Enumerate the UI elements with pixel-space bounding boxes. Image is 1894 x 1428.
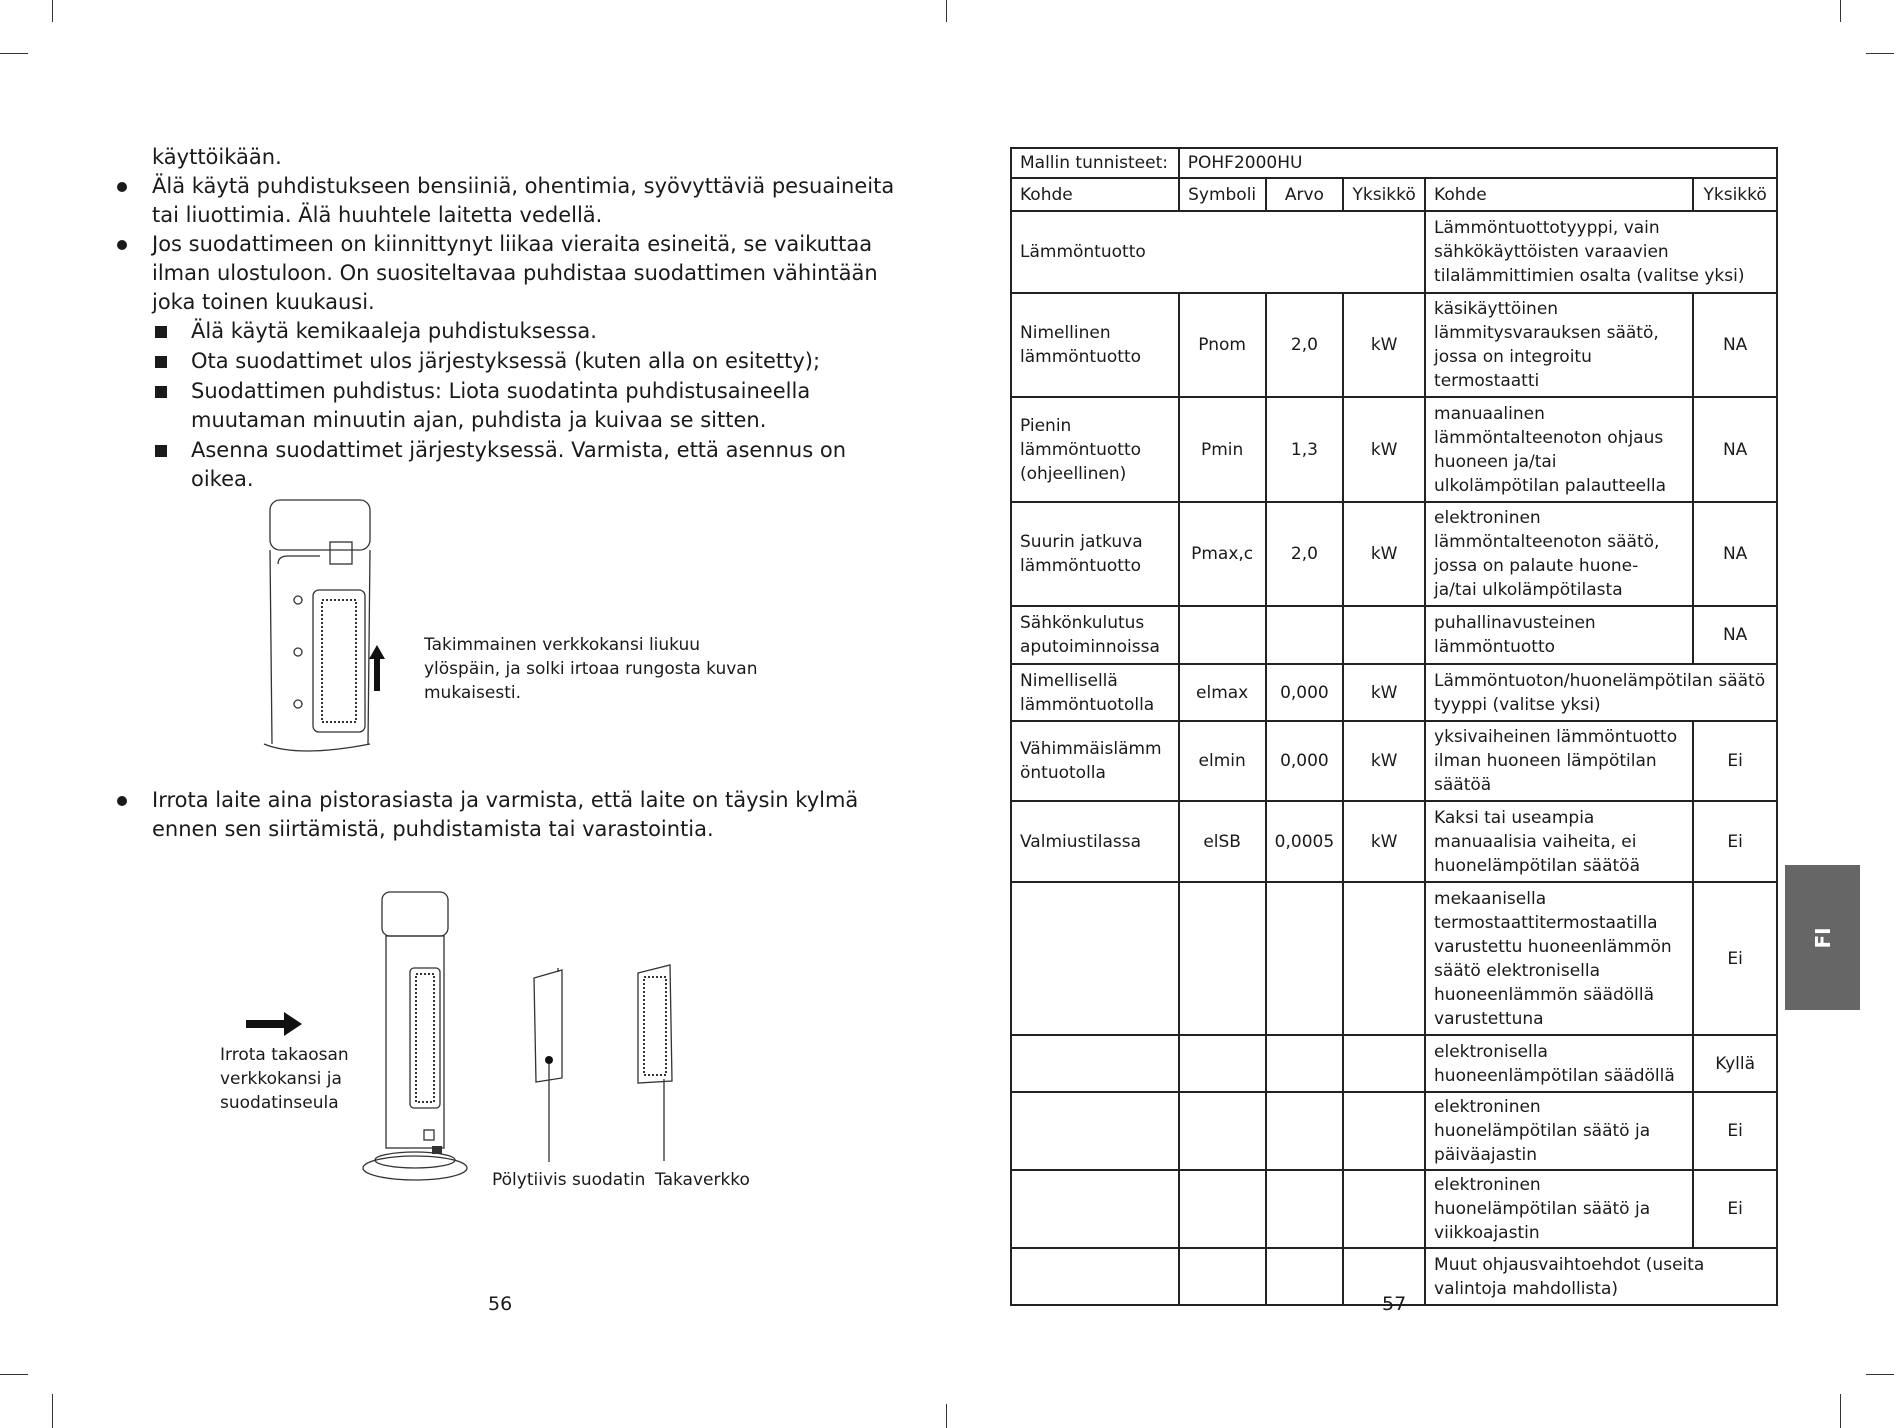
cell-value: 1,3 — [1266, 397, 1344, 502]
figure1-caption: Takimmainen verkkokansi liukuu ylöspäin, ja solki irtoaa rungosta kuvan mukaisesti. — [424, 635, 758, 703]
header-item2: Kohde — [1425, 178, 1693, 211]
cell-value — [1266, 606, 1344, 664]
cell-item — [1011, 882, 1179, 1035]
cell-unit: kW — [1343, 721, 1425, 801]
header-value: Arvo — [1266, 178, 1344, 211]
cell-item2: Muut ohjausvaihtoehdot (useita valintoja mahdollista) — [1425, 1248, 1777, 1305]
cell-unit2: NA — [1693, 397, 1777, 502]
table-row — [1011, 882, 1777, 1035]
cell-item — [1011, 1092, 1179, 1170]
heater-illustration-2 — [360, 888, 468, 1186]
cell-unit2: NA — [1693, 606, 1777, 664]
bullet-dot — [117, 796, 127, 806]
bullet-dot — [117, 182, 127, 192]
cell-item: Vähimmäislämm öntuotolla — [1011, 721, 1179, 801]
figure2-left-caption: Irrota takaosan verkkokansi ja suodatinseula — [220, 1045, 349, 1113]
square-bullet — [155, 326, 167, 338]
cell-value — [1266, 1035, 1344, 1092]
header-item: Kohde — [1011, 178, 1179, 211]
cell-item: Valmiustilassa — [1011, 801, 1179, 882]
dust-filter-illustration — [532, 968, 566, 1164]
bullet-1: Älä käytä puhdistukseen bensiiniä, ohentimia, syövyttäviä pesuaineita tai liuottimia. Älä huuhtele laitetta vedellä. — [152, 174, 895, 227]
table-row — [1011, 1170, 1777, 1248]
cell-item2: manuaalinen lämmöntalteenoton ohjaus huoneen ja/tai ulkolämpötilan palautteella — [1425, 397, 1693, 502]
cell-unit2: Kyllä — [1693, 1035, 1777, 1092]
sub-bullet-2: Ota suodattimet ulos järjestyksessä (kuten alla on esitetty); — [191, 349, 821, 373]
table-row — [1011, 397, 1777, 502]
cell-item2: elektroninen huonelämpötilan säätö ja päiväajastin — [1425, 1092, 1693, 1170]
cell-unit — [1343, 1170, 1425, 1248]
bullet-2: Jos suodattimeen on kiinnittynyt liikaa vieraita esineitä, se vaikuttaa ilman ulostuloon. On suositeltavaa puhdistaa suodattimen vähintään joka toinen kuukausi. — [152, 232, 878, 314]
cell-value — [1266, 1092, 1344, 1170]
page-number-right: 57 — [1382, 1293, 1407, 1315]
bullet-dot — [117, 240, 127, 250]
table-row — [1011, 1035, 1777, 1092]
cell-unit2: NA — [1693, 293, 1777, 397]
cell-item — [1011, 1035, 1179, 1092]
cell-symbol: Pnom — [1179, 293, 1266, 397]
cell-item2: elektroninen huonelämpötilan säätö ja viikkoajastin — [1425, 1170, 1693, 1248]
cell-unit — [1343, 1092, 1425, 1170]
square-bullet — [155, 445, 167, 457]
cell-item: Nimellisellä lämmöntuotolla — [1011, 664, 1179, 721]
cell-value: 2,0 — [1266, 293, 1344, 397]
cell-unit: kW — [1343, 801, 1425, 882]
cell-symbol — [1179, 882, 1266, 1035]
cell-unit2: Ei — [1693, 882, 1777, 1035]
cell-item2: Lämmöntuoton/huonelämpötilan säätö tyyppi (valitse yksi) — [1425, 664, 1777, 721]
cell-symbol — [1179, 1170, 1266, 1248]
header-unit: Yksikkö — [1343, 178, 1425, 211]
cell-item2: mekaanisella termostaattitermostaatilla varustettu huoneenlämmön säätö elektronisella huoneenlämmön säädöllä varustettuna — [1425, 882, 1693, 1035]
cell-unit — [1343, 882, 1425, 1035]
bullet-3: Irrota laite aina pistorasiasta ja varmista, että laite on täysin kylmä ennen sen siirtämistä, puhdistamista tai varastointia. — [152, 788, 859, 841]
model-label: Mallin tunnisteet: — [1011, 148, 1179, 178]
cell-symbol: elmax — [1179, 664, 1266, 721]
figure2-label-filter: Pölytiivis suodatin — [492, 1170, 646, 1190]
table-row — [1011, 1092, 1777, 1170]
page-number-left: 56 — [488, 1293, 513, 1315]
header-unit2: Yksikkö — [1693, 178, 1777, 211]
heater-illustration-1 — [258, 492, 398, 752]
table-row — [1011, 801, 1777, 882]
cell-symbol — [1179, 1248, 1266, 1305]
continuation-text: käyttöikään. — [152, 145, 282, 169]
spec-table — [1010, 147, 1778, 1306]
cell-symbol: elSB — [1179, 801, 1266, 882]
table-row — [1011, 606, 1777, 664]
cell-item — [1011, 1170, 1179, 1248]
sub-bullet-4: Asenna suodattimet järjestyksessä. Varmista, että asennus on oikea. — [191, 438, 847, 491]
header-symbol: Symboli — [1179, 178, 1266, 211]
cell-value: 2,0 — [1266, 502, 1344, 606]
cell-symbol: Pmax,c — [1179, 502, 1266, 606]
model-value: POHF2000HU — [1179, 148, 1777, 178]
cell-unit: kW — [1343, 664, 1425, 721]
cell-unit2: Ei — [1693, 1092, 1777, 1170]
cell-unit2: Ei — [1693, 1170, 1777, 1248]
cell-value — [1266, 1170, 1344, 1248]
cell-symbol: Pmin — [1179, 397, 1266, 502]
cell-item2: yksivaiheinen lämmöntuotto ilman huoneen lämpötilan säätöä — [1425, 721, 1693, 801]
table-row — [1011, 211, 1777, 293]
table-row — [1011, 721, 1777, 801]
cell-symbol — [1179, 1035, 1266, 1092]
cell-item: Suurin jatkuva lämmöntuotto — [1011, 502, 1179, 606]
language-tab — [1785, 865, 1860, 1010]
cell-item2: elektroninen lämmöntalteenoton säätö, jossa on palaute huone- ja/tai ulkolämpötilasta — [1425, 502, 1693, 606]
table-row — [1011, 502, 1777, 606]
cell-item: Sähkönkulutus aputoiminnoissa — [1011, 606, 1179, 664]
sub-bullet-3: Suodattimen puhdistus: Liota suodatinta puhdistusaineella muutaman minuutin ajan, puhdista ja kuivaa se sitten. — [191, 379, 811, 432]
cell-item2: käsikäyttöinen lämmitysvarauksen säätö, jossa on integroitu termostaatti — [1425, 293, 1693, 397]
cell-symbol: elmin — [1179, 721, 1266, 801]
arrow-up-icon — [367, 645, 387, 691]
square-bullet — [155, 386, 167, 398]
cell-unit — [1343, 1035, 1425, 1092]
cell-item: Nimellinen lämmöntuotto — [1011, 293, 1179, 397]
figure2-label-back: Takaverkko — [655, 1170, 750, 1190]
cell-item2: elektronisella huoneenlämpötilan säädöllä — [1425, 1035, 1693, 1092]
cell-unit: kW — [1343, 502, 1425, 606]
cell-unit: kW — [1343, 397, 1425, 502]
cell-value: 0,000 — [1266, 721, 1344, 801]
cell-value: 0,0005 — [1266, 801, 1344, 882]
cell-value — [1266, 882, 1344, 1035]
table-row — [1011, 293, 1777, 397]
cell-item2: Lämmöntuottotyyppi, vain sähkökäyttöisten varaavien tilalämmittimien osalta (valitse yksi) — [1425, 211, 1777, 293]
sub-bullet-1: Älä käytä kemikaaleja puhdistuksessa. — [191, 319, 597, 343]
cell-unit2: Ei — [1693, 721, 1777, 801]
cell-item: Pienin lämmöntuotto (ohjeellinen) — [1011, 397, 1179, 502]
cell-unit2: Ei — [1693, 801, 1777, 882]
back-grille-illustration — [630, 963, 678, 1163]
cell-symbol — [1179, 606, 1266, 664]
cell-item: Lämmöntuotto — [1011, 211, 1425, 293]
cell-item2: Kaksi tai useampia manuaalisia vaiheita, ei huonelämpötilan säätöä — [1425, 801, 1693, 882]
table-row — [1011, 664, 1777, 721]
arrow-right-icon — [246, 1012, 302, 1036]
cell-symbol — [1179, 1092, 1266, 1170]
cell-unit2: NA — [1693, 502, 1777, 606]
cell-unit: kW — [1343, 293, 1425, 397]
cell-value — [1266, 1248, 1344, 1305]
cell-item2: puhallinavusteinen lämmöntuotto — [1425, 606, 1693, 664]
cell-value: 0,000 — [1266, 664, 1344, 721]
cell-unit — [1343, 606, 1425, 664]
cell-item — [1011, 1248, 1179, 1305]
language-tab-label: FI — [1810, 926, 1835, 949]
square-bullet — [155, 356, 167, 368]
